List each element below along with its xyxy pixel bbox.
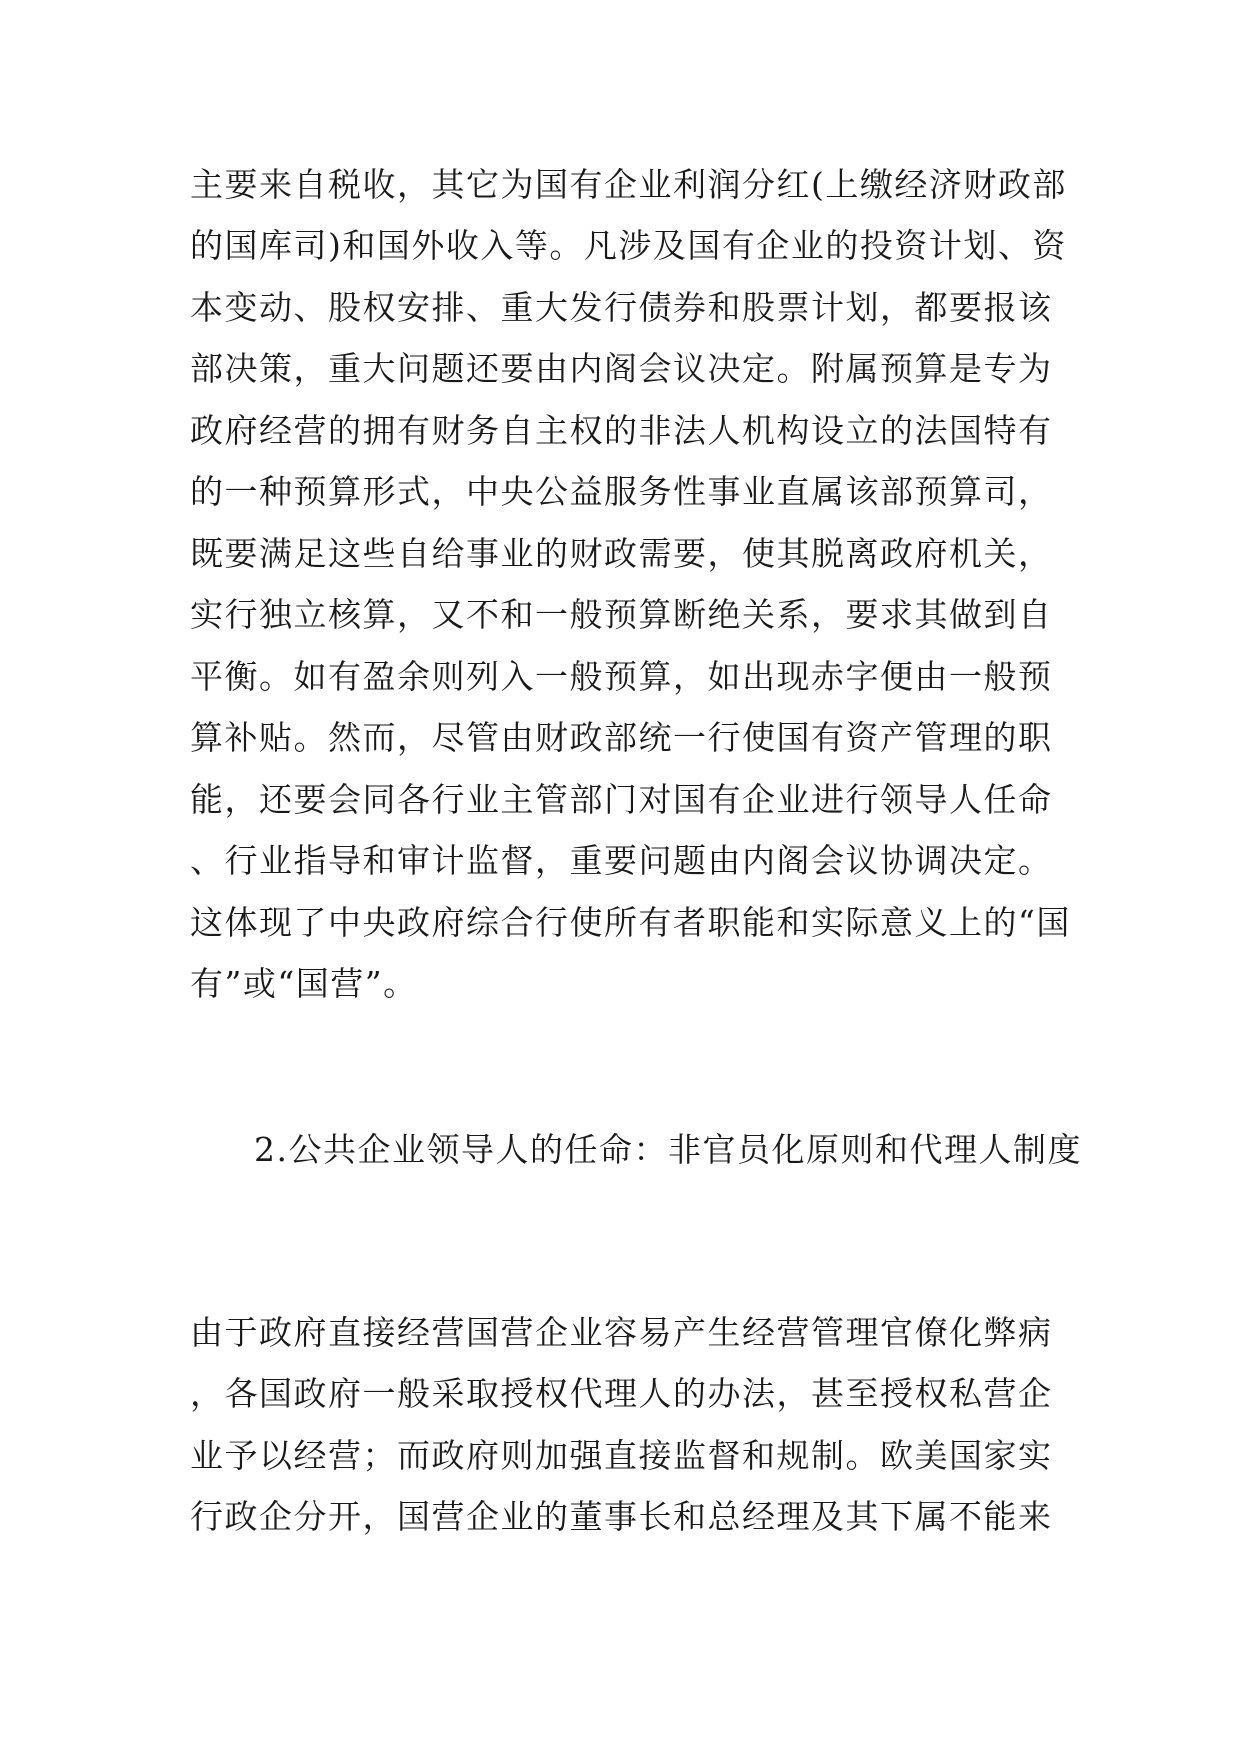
text-line: 部决策，重大问题还要由内阁会议决定。附属预算是专为 [190,349,1053,388]
text-line: 有”或“国营”。 [190,964,418,1003]
text-line: 的一种预算形式，中央公益服务性事业直属该部预算司， [190,472,1053,511]
text-line: 能，还要会同各行业主管部门对国有企业进行领导人任命 [190,780,1053,819]
text-line: 、行业指导和审计监督，重要问题由内阁会议协调决定。 [190,841,1053,880]
text-line: 的国库司)和国外收入等。凡涉及国有企业的投资计划、资 [190,226,1067,265]
text-line: 本变动、股权安排、重大发行债券和股票计划，都要报该 [190,288,1053,327]
text-line: ，各国政府一般采取授权代理人的办法，甚至授权私营企 [190,1374,1053,1413]
text-line: 平衡。如有盈余则列入一般预算，如出现赤字便由一般预 [190,657,1053,696]
text-line: 实行独立核算，又不和一般预算断绝关系，要求其做到自 [190,595,1053,634]
text-line: 政府经营的拥有财务自主权的非法人机构设立的法国特有 [190,411,1053,450]
text-line: 行政企分开，国营企业的董事长和总经理及其下属不能来 [190,1497,1053,1536]
section-heading: 2.公共企业领导人的任命：非官员化原则和代理人制度 [254,1130,1082,1169]
text-line: 这体现了中央政府综合行使所有者职能和实际意义上的“国 [190,903,1071,942]
text-line: 既要满足这些自给事业的财政需要，使其脱离政府机关， [190,534,1053,573]
text-line: 由于政府直接经营国营企业容易产生经营管理官僚化弊病 [190,1313,1053,1352]
text-line: 主要来自税收，其它为国有企业利润分红(上缴经济财政部 [190,165,1067,204]
text-line: 算补贴。然而，尽管由财政部统一行使国有资产管理的职 [190,718,1053,757]
text-line: 业予以经营；而政府则加强直接监督和规制。欧美国家实 [190,1436,1053,1475]
